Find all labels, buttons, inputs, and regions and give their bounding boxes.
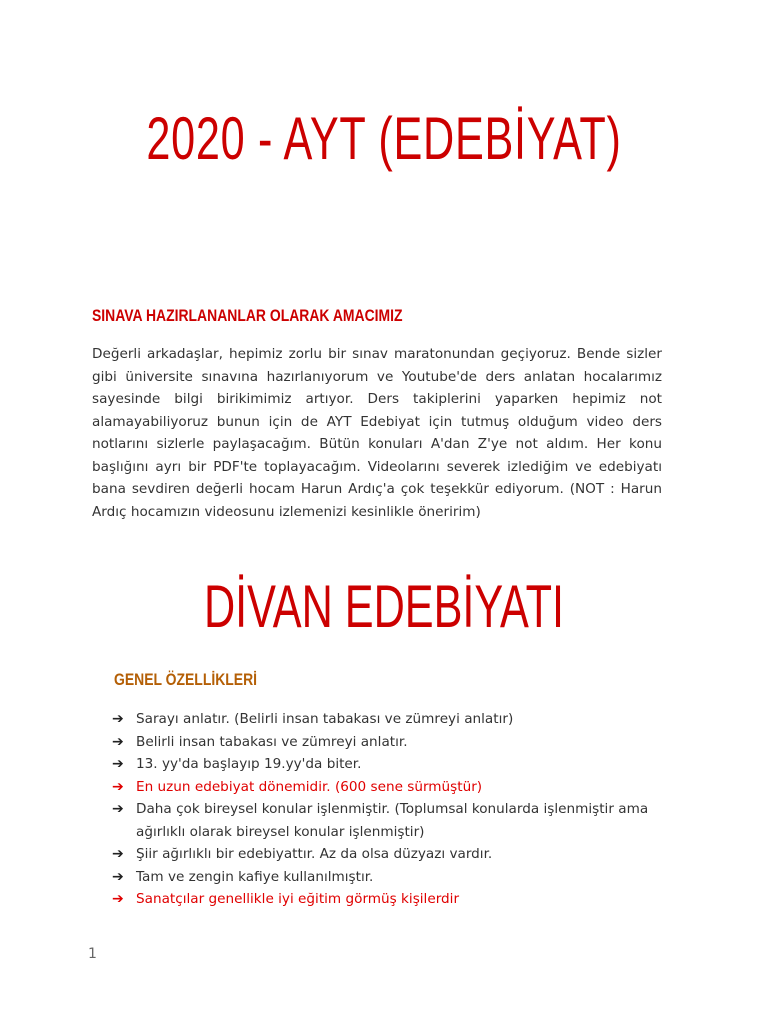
list-item-text: Belirli insan tabakası ve zümreyi anlatır. xyxy=(136,733,408,750)
arrow-right-icon: ➔ xyxy=(112,846,124,862)
list-item xyxy=(112,731,672,754)
list-item-text: Şiir ağırlıklı bir edebiyattır. Az da olsa düzyazı vardır. xyxy=(136,846,493,862)
intro-paragraph: Değerli arkadaşlar, hepimiz zorlu bir sınav maratonundan geçiyoruz. Bende sizler gibi üniversite sınavına hazırlanıyorum ve Youtube'de ders anlatan hocalarımız sayesinde bilgi birikimimiz artıyor. Ders takiplerini yaparken hepimiz not alamayabiliyoruz bunun için de AYT Edebiyat için tutmuş olduğum video ders notlarını sizlerle paylaşacağım. Bütün konuları A'dan Z'ye not aldım. Her konu başlığını ayrı bir PDF'te toplayacağım. Videolarını severek izlediğim ve edebiyatı bana sevdiren değerli hocam Harun Ardıç'a çok teşekkür ediyorum. (NOT : Harun Ardıç hocamızın videosunu izlemenizi kesinlikle öneririm) xyxy=(92,346,662,520)
divan-title: DİVAN EDEBİYATI xyxy=(203,573,565,640)
list-item-text: Daha çok bireysel konular işlenmiştir. (Toplumsal konularda işlenmiştir ama ağırlıklı olarak bireysel konular işlenmiştir) xyxy=(136,801,649,840)
list-item-text: Sanatçılar genellikle iyi eğitim görmüş kişilerdir xyxy=(136,891,460,907)
list-item-text: Tam ve zengin kafiye kullanılmıştır. xyxy=(136,868,374,885)
arrow-right-icon: ➔ xyxy=(112,778,124,795)
list-item xyxy=(112,866,672,889)
arrow-right-icon: ➔ xyxy=(112,801,124,817)
list-item xyxy=(112,776,672,799)
sub-heading: GENEL ÖZELLİKLERİ xyxy=(114,670,258,689)
list-item-text: En uzun edebiyat dönemidir. (600 sene sürmüştür) xyxy=(136,778,483,795)
arrow-right-icon: ➔ xyxy=(112,733,124,750)
list-item-text: Sarayı anlatır. (Belirli insan tabakası ve zümreyi anlatır) xyxy=(136,711,514,727)
list-item xyxy=(112,888,672,911)
arrow-right-icon: ➔ xyxy=(112,711,124,727)
main-title: 2020 - AYT (EDEBİYAT) xyxy=(146,105,622,172)
page-number: 1 xyxy=(88,946,97,962)
section-heading: SINAVA HAZIRLANANLAR OLARAK AMACIMIZ xyxy=(92,306,403,325)
feature-list xyxy=(112,708,672,911)
list-item-text: 13. yy'da başlayıp 19.yy'da biter. xyxy=(136,756,362,772)
list-item xyxy=(112,753,672,776)
arrow-right-icon: ➔ xyxy=(112,756,124,772)
list-item xyxy=(112,798,672,843)
arrow-right-icon: ➔ xyxy=(112,868,124,885)
list-item xyxy=(112,843,672,866)
list-item xyxy=(112,708,672,731)
arrow-right-icon: ➔ xyxy=(112,891,124,907)
